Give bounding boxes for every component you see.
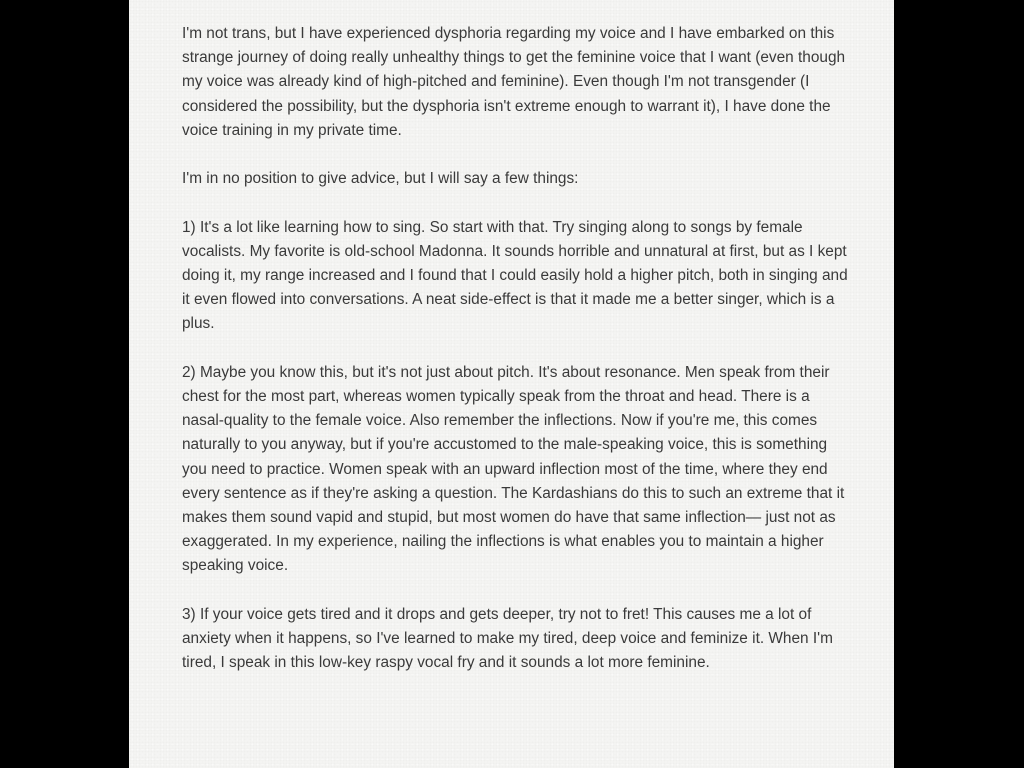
paragraph-intro: I'm not trans, but I have experienced dysphoria regarding my voice and I have embarked on this strange journey of doing really unhealthy things to get the feminine voice that I want (even though my voice was already kind of high-pitched and feminine). Even though I'm not transgender (I considered the possibility, but the dysphoria isn't extreme enough to warrant it), I have done the voice training in my private time. xyxy=(182,25,846,139)
note-page xyxy=(129,0,894,768)
paragraph-point-3: 3) If your voice gets tired and it drops and gets deeper, try not to fret! This causes me a lot of anxiety when it happens, so I've learned to make my tired, deep voice and feminize it. When I'm tired, I speak in this low-key raspy vocal fry and it sounds a lot more feminine. xyxy=(182,605,833,672)
paragraph-point-2: 2) Maybe you know this, but it's not just about pitch. It's about resonance. Men speak from their chest for the most part, whereas women typically speak from the throat and head. There is a nasal-quality to the female voice. Also remember the inflections. Now if you're me, this comes naturally to you anyway, but if you're accustomed to the male-speaking voice, this is something you need to practice. Women speak with an upward inflection most of the time, where they end every sentence as if they're asking a question. The Kardashians do this to such an extreme that it makes them sound vapid and stupid, but most women do have that same inflection— just not as exaggerated. In my experience, nailing the inflections is what enables you to maintain a higher speaking voice. xyxy=(182,363,845,575)
paragraph-advice-lead: I'm in no position to give advice, but I will say a few things: xyxy=(182,170,579,188)
note-body xyxy=(182,22,850,700)
paragraph-point-1: 1) It's a lot like learning how to sing. So start with that. Try singing along to songs by female vocalists. My favorite is old-school Madonna. It sounds horrible and unnatural at first, but as I kept doing it, my range increased and I found that I could easily hold a higher pitch, both in singing and it even flowed into conversations. A neat side-effect is that it made me a better singer, which is a plus. xyxy=(182,218,848,333)
